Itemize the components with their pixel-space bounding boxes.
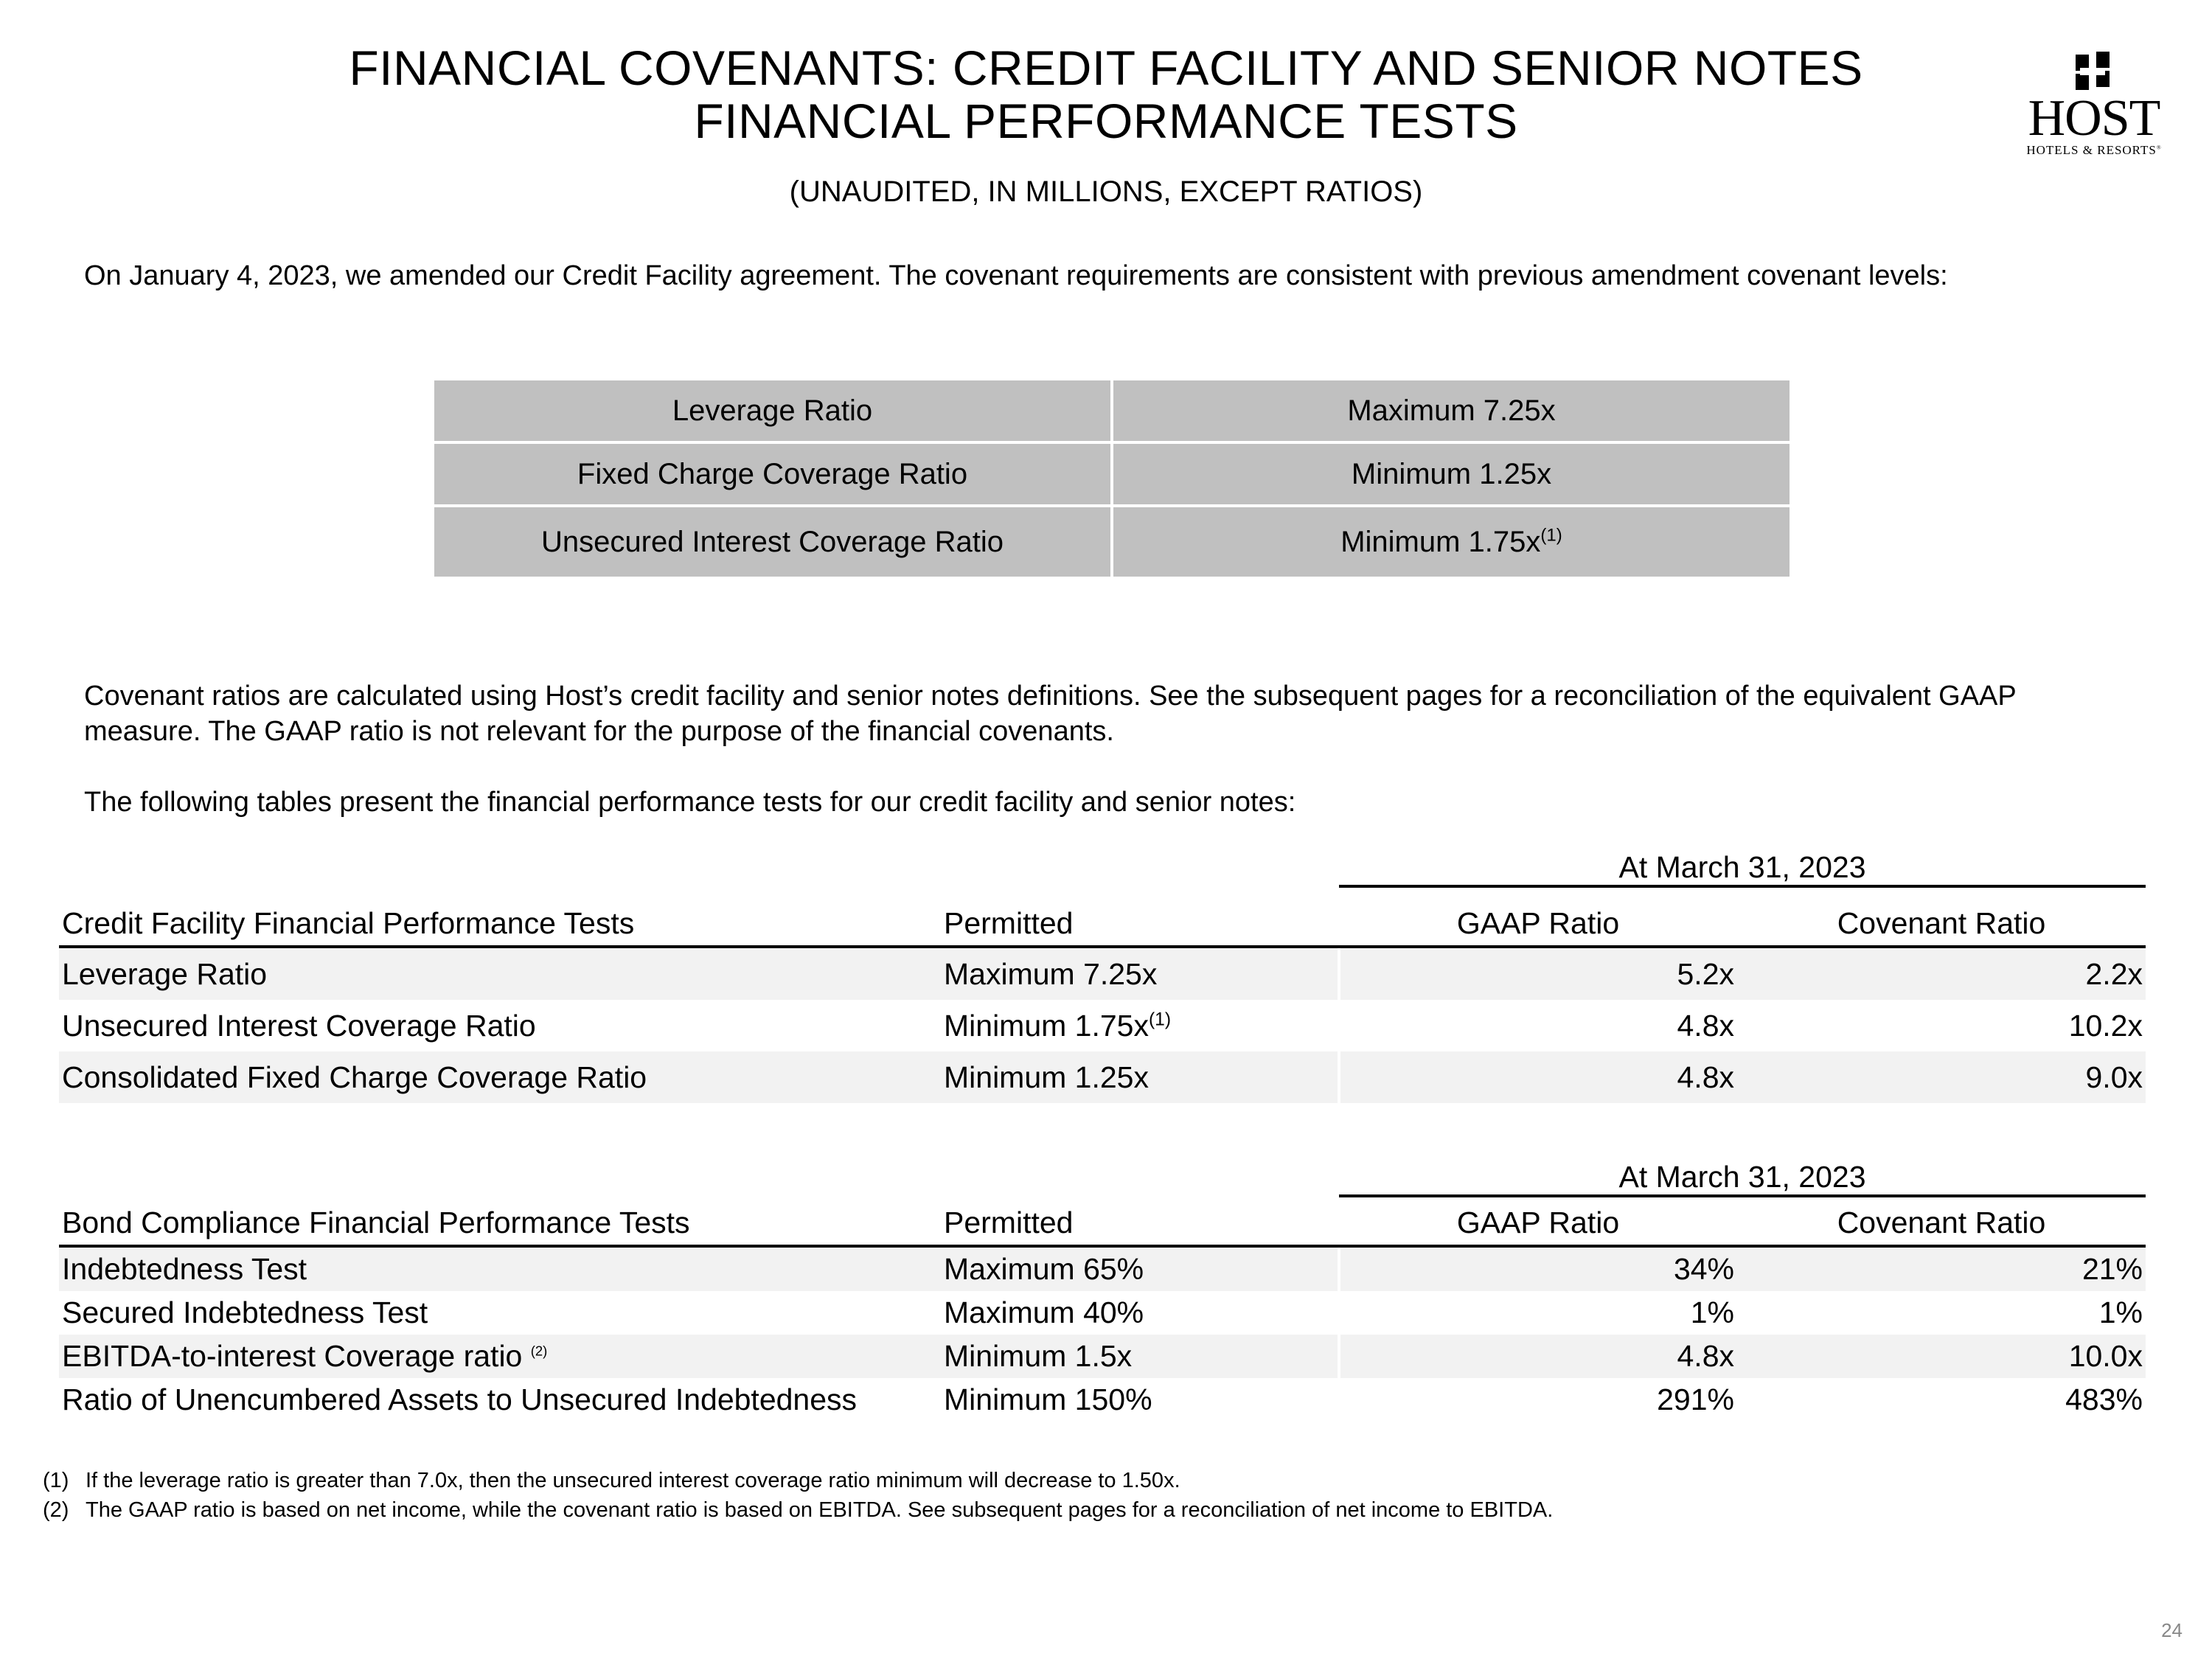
- covenant-ratio: 9.0x: [1737, 1051, 2146, 1103]
- footnote-mark: (1): [43, 1469, 69, 1492]
- covenant-ratio: 10.0x: [1737, 1335, 2146, 1378]
- test-name: Secured Indebtedness Test: [62, 1295, 428, 1329]
- test-name: Ratio of Unencumbered Assets to Unsecured Indebtedness: [62, 1382, 858, 1416]
- gaap-ratio: 4.8x: [1339, 1335, 1737, 1378]
- logo-registered-mark: ®: [2156, 144, 2162, 151]
- covenant-value: [1113, 507, 1790, 577]
- col-header-permitted: Permitted: [941, 1196, 1339, 1246]
- table-row: [59, 1335, 2146, 1378]
- table-row: [59, 1000, 2146, 1051]
- permitted-value: Maximum 40%: [944, 1295, 1144, 1329]
- covenant-ratio: 2.2x: [1737, 947, 2146, 1000]
- permitted-value: Maximum 7.25x: [941, 947, 1339, 1000]
- col-header-test: Bond Compliance Financial Performance Tests: [59, 1196, 941, 1246]
- test-name: [59, 1335, 941, 1378]
- date-header: At March 31, 2023: [1339, 841, 2146, 886]
- permitted-value: Minimum 1.25x: [941, 1051, 1339, 1103]
- permitted-value: Minimum 1.5x: [941, 1335, 1339, 1378]
- covenant-summary-row: [434, 380, 1790, 441]
- tables-intro-paragraph: The following tables present the financial performance tests for our credit facility and senior notes:: [84, 787, 1296, 818]
- covenant-label: Leverage Ratio: [434, 380, 1110, 441]
- test-name: Leverage Ratio: [59, 947, 941, 1000]
- column-header-row: [59, 1196, 2146, 1246]
- gaap-ratio: 34%: [1339, 1246, 1737, 1291]
- date-header-row: [59, 1150, 2146, 1196]
- covenant-value-text: Minimum 1.25x: [1351, 457, 1552, 490]
- col-header-covenant: Covenant Ratio: [1737, 1196, 2146, 1246]
- covenant-value-text: Maximum 7.25x: [1347, 394, 1556, 427]
- logo-tagline-text: HOTELS & RESORTS: [2026, 143, 2157, 157]
- test-name: Unsecured Interest Coverage Ratio: [62, 1008, 536, 1043]
- gaap-ratio: 1%: [1690, 1295, 1734, 1329]
- footnote-ref: (1): [1540, 525, 1562, 546]
- col-header-test: Credit Facility Financial Performance Tests: [59, 886, 941, 947]
- footnote: [43, 1466, 2166, 1495]
- covenant-summary-row: [434, 507, 1790, 577]
- host-logo-mark-icon: [2076, 52, 2112, 91]
- date-header: At March 31, 2023: [1339, 1150, 2146, 1196]
- gaap-ratio: 4.8x: [1339, 1051, 1737, 1103]
- covenant-summary-table: [431, 378, 1792, 580]
- footnote: [43, 1495, 2166, 1525]
- covenant-ratio: 483%: [2065, 1382, 2143, 1416]
- col-header-covenant: Covenant Ratio: [1737, 886, 2146, 947]
- explanation-paragraph: Covenant ratios are calculated using Host’s credit facility and senior notes definitions. See the subsequent pages for a reconciliation of the equivalent GAAP measure. The GAAP ratio is not relevant for the purpose of the financial covenants.: [84, 681, 2017, 747]
- col-header-gaap: GAAP Ratio: [1339, 886, 1737, 947]
- host-logo: [2013, 52, 2175, 162]
- test-name-text: EBITDA-to-interest Coverage ratio: [62, 1339, 523, 1373]
- column-header-row: [59, 886, 2146, 947]
- gaap-ratio: 5.2x: [1339, 947, 1737, 1000]
- footnote-mark: (2): [43, 1498, 69, 1522]
- page-title: [0, 41, 2212, 147]
- footnote-text: If the leverage ratio is greater than 7.0x, then the unsecured interest coverage ratio minimum will decrease to 1.50x.: [86, 1469, 1180, 1492]
- permitted-value: [941, 1000, 1339, 1051]
- table-row: [59, 1378, 2146, 1422]
- logo-wordmark: HOST: [2028, 90, 2160, 147]
- covenant-value: [1113, 444, 1790, 504]
- table-row: [59, 947, 2146, 1000]
- page-subtitle: (UNAUDITED, IN MILLIONS, EXCEPT RATIOS): [789, 175, 1423, 208]
- table-row: [59, 1051, 2146, 1103]
- footnote-text: The GAAP ratio is based on net income, while the covenant ratio is based on EBITDA. See subsequent pages for a reconciliation of net income to EBITDA.: [86, 1498, 1554, 1522]
- covenant-label: Fixed Charge Coverage Ratio: [434, 444, 1110, 504]
- covenant-ratio: 21%: [1737, 1246, 2146, 1291]
- gaap-ratio: 291%: [1657, 1382, 1734, 1416]
- col-header-permitted: Permitted: [941, 886, 1339, 947]
- credit-facility-table: [59, 841, 2146, 1103]
- covenant-summary-row: [434, 444, 1790, 504]
- permitted-value-text: Minimum 1.75x: [944, 1008, 1149, 1043]
- footnote-ref: (2): [530, 1343, 548, 1359]
- title-line-1: FINANCIAL COVENANTS: CREDIT FACILITY AND SENIOR NOTES: [349, 41, 1863, 95]
- permitted-value: Minimum 150%: [944, 1382, 1152, 1416]
- covenant-ratio: 10.2x: [2068, 1008, 2143, 1043]
- test-name: Indebtedness Test: [59, 1246, 941, 1291]
- covenant-label: Unsecured Interest Coverage Ratio: [434, 507, 1110, 577]
- title-line-2: FINANCIAL PERFORMANCE TESTS: [694, 94, 1518, 148]
- table-row: [59, 1291, 2146, 1335]
- col-header-gaap: GAAP Ratio: [1339, 1196, 1737, 1246]
- gaap-ratio: 4.8x: [1677, 1008, 1734, 1043]
- intro-paragraph: On January 4, 2023, we amended our Credit Facility agreement. The covenant requirements are consistent with previous amendment covenant levels:: [84, 260, 1948, 291]
- bond-compliance-table: [59, 1150, 2146, 1422]
- table-row: [59, 1246, 2146, 1291]
- covenant-value-text: Minimum 1.75x: [1340, 525, 1541, 558]
- logo-tagline: [2013, 143, 2175, 158]
- footnote-ref: (1): [1148, 1009, 1172, 1029]
- permitted-value: Maximum 65%: [941, 1246, 1339, 1291]
- covenant-value: [1113, 380, 1790, 441]
- date-header-row: [59, 841, 2146, 886]
- footnotes: [43, 1466, 2166, 1525]
- test-name: Consolidated Fixed Charge Coverage Ratio: [59, 1051, 941, 1103]
- covenant-ratio: 1%: [2098, 1295, 2143, 1329]
- page-number: 24: [2161, 1619, 2183, 1641]
